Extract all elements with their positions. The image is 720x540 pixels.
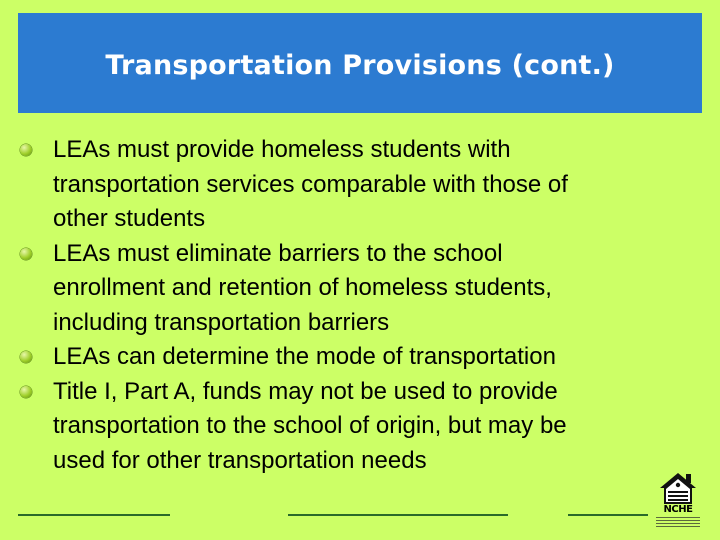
bullet-line: LEAs must eliminate barriers to the school [53,239,503,267]
bullet-line: transportation services comparable with those of [53,170,568,198]
nche-logo [656,470,712,534]
bullet-line: transportation to the school of origin, but may be [53,412,567,439]
bullet-line: including transportation barriers [53,308,390,336]
bullet-line: used for other transportation needs [53,446,427,474]
slide-title: Transportation Provisions (cont.) [105,49,615,81]
bullet-line: LEAs can determine the mode of transportation [53,343,556,370]
footer-divider [568,514,648,516]
bullet-dot-icon [20,351,32,363]
logo-tagline-lines [656,517,700,529]
house-logo-icon [656,470,700,506]
bullet-line: LEAs must provide homeless students with [53,136,511,163]
logo-wordmark: NCHE [663,504,693,515]
bullet-line: other students [53,205,206,232]
bullet-item [18,375,698,479]
bullet-item [18,237,698,341]
footer-divider [18,514,170,516]
bullet-item [18,133,698,237]
bullet-line: Title I, Part A, funds may not be used to provide [53,377,558,405]
bullet-line: enrollment and retention of homeless students, [53,274,552,301]
bullet-dot-icon [20,386,32,398]
bullet-dot-icon [20,248,32,260]
footer-divider [288,514,508,516]
bullet-list [18,133,698,478]
bullet-item [18,340,698,375]
title-bar [18,13,702,113]
bullet-dot-icon [20,144,32,156]
